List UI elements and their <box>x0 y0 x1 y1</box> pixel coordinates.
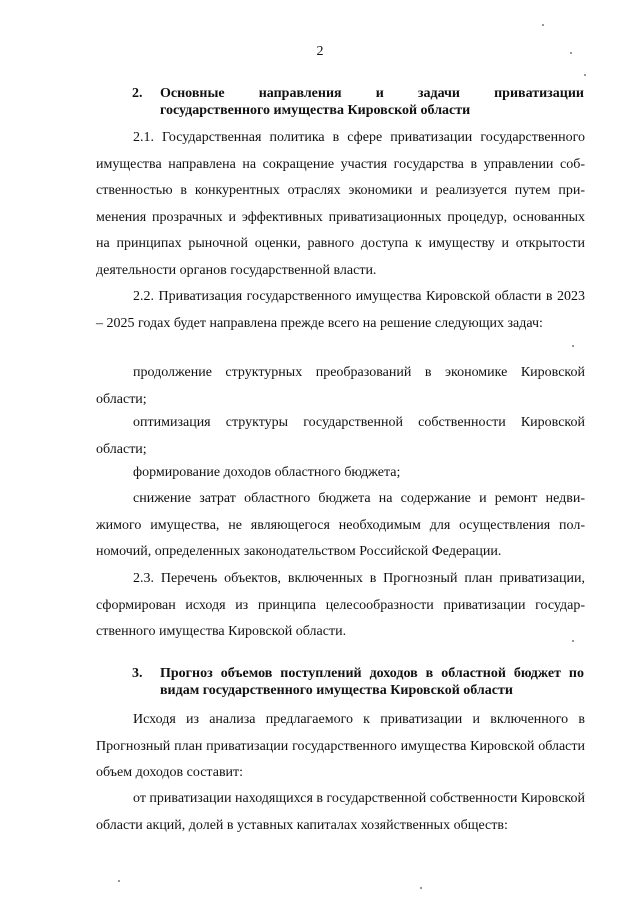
scan-speck <box>572 345 574 347</box>
section-title-line-1: Прогноз объемов поступлений доходов в областной бюджет по <box>160 666 584 681</box>
section-title-line-2: видам государственного имущества Кировской области <box>160 683 513 698</box>
scan-speck <box>570 52 572 54</box>
paragraph-3-2: от приватизации находящихся в государственной собственности Кировской области акций, долей в уставных капиталах хозяйственных обществ: <box>96 791 585 833</box>
page-number: 2 <box>316 44 324 59</box>
section-number: 3. <box>132 666 143 681</box>
task-item-3: формирование доходов областного бюджета; <box>133 465 401 480</box>
section-title-line-1: Основные направления и задачи приватизации <box>160 86 584 101</box>
task-item-2: оптимизация структуры государственной собственности Кировской области; <box>96 415 585 457</box>
paragraph-3-1: Исходя из анализа предлагаемого к приватизации и включенного в Прогнозный план приватизации государственного имущества Кировской области объем доходов составит: <box>96 712 585 780</box>
scan-speck <box>420 887 422 889</box>
section-title-line-2: государственного имущества Кировской области <box>160 103 471 118</box>
paragraph-2-2: 2.2. Приватизация государственного имущества Кировской области в 2023 – 2025 годах будет направлена прежде всего на решение следующих задач: <box>96 289 585 331</box>
task-item-4: снижение затрат областного бюджета на содержание и ремонт недвижимого имущества, не являющегося необходимым для осуществления полномочий, определенных законодательством Российской Федерации. <box>96 491 585 559</box>
section-number: 2. <box>132 86 143 101</box>
task-item-1: продолжение структурных преобразований в экономике Кировской области; <box>96 365 585 407</box>
scan-speck <box>542 24 544 26</box>
paragraph-2-1: 2.1. Государственная политика в сфере приватизации государственного имущества направлена на сокращение участия государства в управлении собственностью в конкурентных отраслях экономики и реализуется путем применения прозрачных и эффективных приватизационных процедур, основанных на принципах рыночной оценки, равного доступа к имуществу и открытости деятельности органов государственной власти. <box>96 130 585 278</box>
scan-speck <box>584 74 586 76</box>
scan-speck <box>572 640 574 642</box>
scan-speck <box>118 880 120 882</box>
paragraph-2-3: 2.3. Перечень объектов, включенных в Прогнозный план приватизации, сформирован исходя из принципа целесообразности приватизации государственного имущества Кировской области. <box>96 571 585 639</box>
